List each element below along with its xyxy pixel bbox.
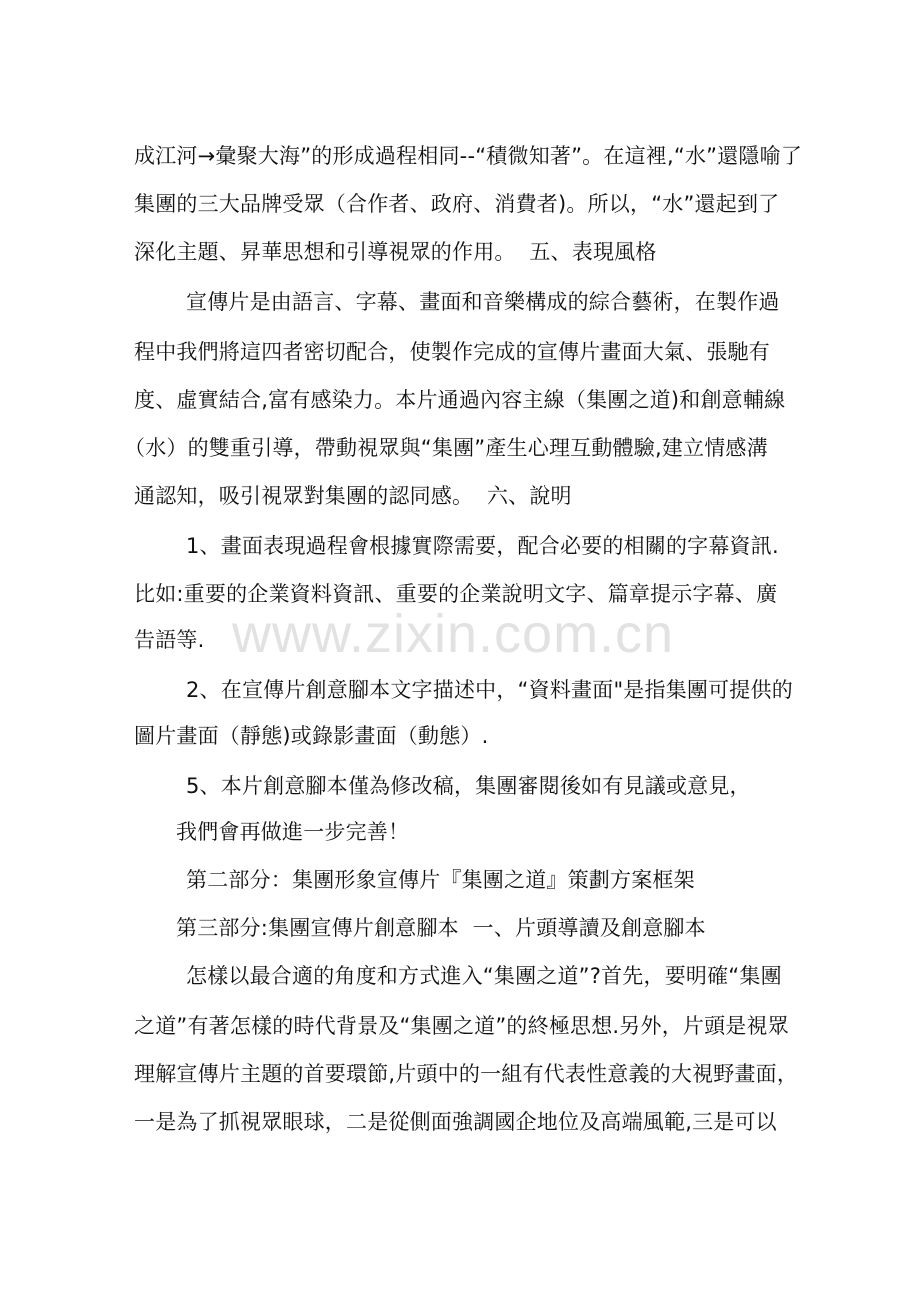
text-line-14: 5、本片創意腳本僅為修改稿，集團審閱後如有見議或意見， xyxy=(186,774,751,798)
text-line-18: 怎樣以最合適的角度和方式進入“集團之道”?首先，要明確“集團 xyxy=(186,964,782,988)
text-line-4: 宣傳片是由語言、字幕、畫面和音樂構成的綜合藝術，在製作過 xyxy=(186,290,780,314)
text-line-6: 度、虛實結合,富有感染力。本片通過內容主線（集團之道)和創意輔線 xyxy=(134,388,786,412)
text-line-12: 2、在宣傳片創意腳本文字描述中，“資料畫面"是指集團可提供的 xyxy=(186,678,793,702)
text-line-7: （水）的雙重引導，帶動視眾與“集團”產生心理互動體驗,建立情感溝 xyxy=(124,436,768,460)
text-line-16: 第二部分：集團形象宣傳片『集團之道』策劃方案框架 xyxy=(186,868,695,892)
text-line-10: 比如:重要的企業資料資訊、重要的企業說明文字、篇章提示字幕、廣 xyxy=(134,582,778,606)
text-line-20: 理解宣傳片主題的首要環節,片頭中的一組有代表性意義的大視野畫面， xyxy=(134,1062,799,1086)
text-line-1: 成江河→彙聚大海”的形成過程相同--“積微知著”。在這裡,“水”還隱喻了 xyxy=(134,144,803,168)
text-line-15: 我們會再做進一步完善！ xyxy=(176,820,410,844)
text-line-9: 1、畫面表現過程會根據實際需要，配合必要的相關的字幕資訊. xyxy=(186,534,779,558)
text-line-2: 集團的三大品牌受眾（合作者、政府、消費者)。所以，“水”還起到了 xyxy=(134,192,780,216)
text-line-21: 一是為了抓視眾眼球，二是從側面強調國企地位及高端風範,三是可以 xyxy=(134,1110,777,1134)
text-line-8: 通認知，吸引視眾對集團的認同感。 六、說明 xyxy=(134,484,572,508)
text-line-17: 第三部分:集團宣傳片創意腳本 一、片頭導讀及創意腳本 xyxy=(176,916,706,940)
text-line-13: 圖片畫面（靜態)或錄影畫面（動態）. xyxy=(134,724,489,748)
text-line-3: 深化主題、昇華思想和引導視眾的作用。 五、表現風格 xyxy=(134,240,657,264)
text-line-5: 程中我們將這四者密切配合，使製作完成的宣傳片畫面大氣、張馳有 xyxy=(134,340,770,364)
watermark-text: www.zixin.com.cn xyxy=(232,604,675,664)
text-line-19: 之道”有著怎樣的時代背景及“集團之道”的終極思想.另外，片頭是視眾 xyxy=(134,1014,789,1038)
text-line-11: 告語等. xyxy=(134,628,205,652)
